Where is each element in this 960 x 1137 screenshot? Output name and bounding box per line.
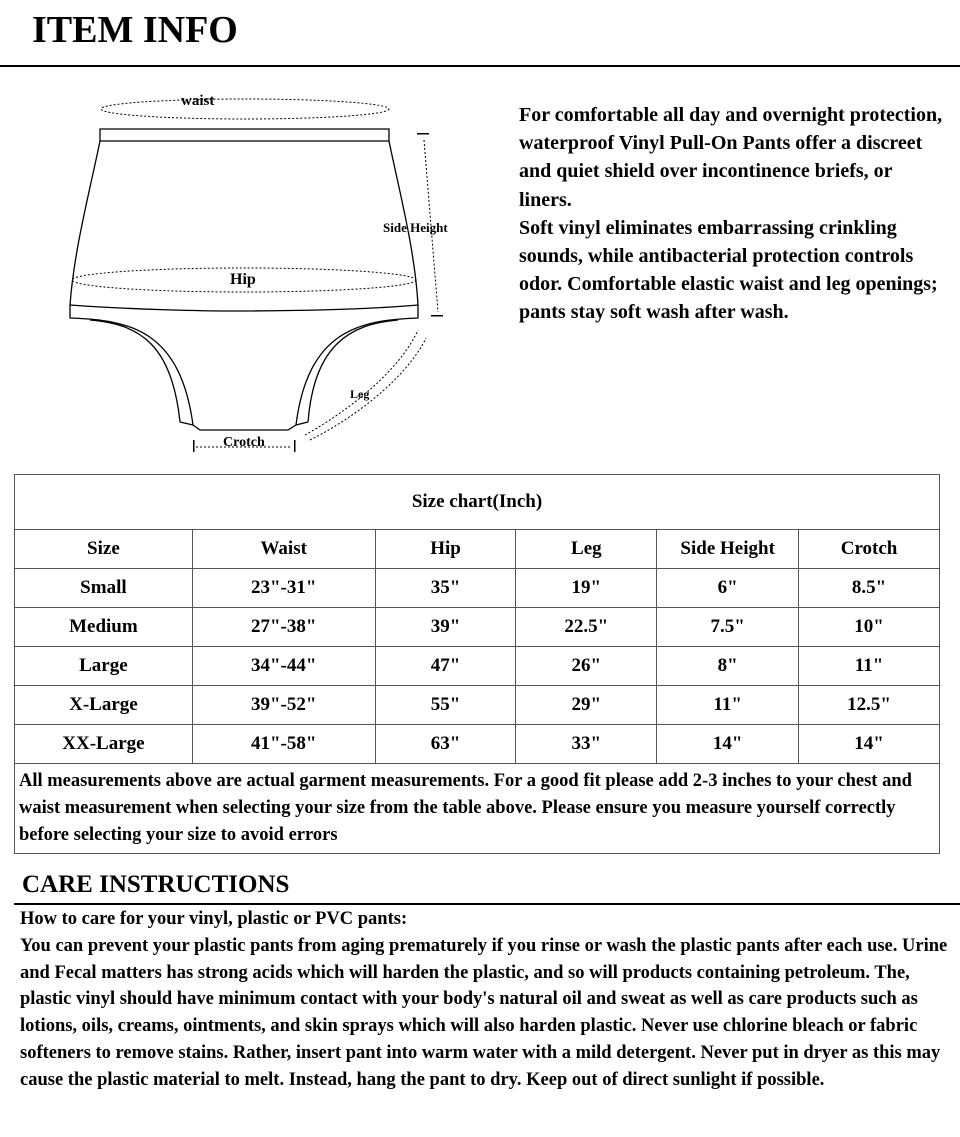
table-cell: 29" (516, 686, 657, 725)
header-cell: Crotch (799, 530, 940, 569)
pants-diagram (60, 80, 480, 460)
table-cell: 6" (657, 569, 799, 608)
header-cell: Size (15, 530, 193, 569)
size-chart-note: All measurements above are actual garment measurements. For a good fit please add 2-3 inches to your chest and waist measurement when selecting your size from the table above. Please ensure you measure yourself correctly before selecting your size to avoid errors (15, 764, 940, 854)
table-cell: 35" (375, 569, 516, 608)
table-cell: 33" (516, 725, 657, 764)
product-description (519, 101, 949, 327)
table-row (15, 725, 940, 764)
description-paragraph: For comfortable all day and overnight protection, waterproof Vinyl Pull-On Pants offer a discreet and quiet shield over incontinence briefs, or liners. (519, 104, 943, 211)
size-chart-title-row (15, 475, 940, 530)
description-paragraph: Soft vinyl eliminates embarrassing crinkling sounds, while antibacterial protection controls odor. Comfortable elastic waist and leg openings; pants stay soft wash after wash. (519, 216, 938, 324)
header-cell: Waist (192, 530, 375, 569)
table-cell: 11" (657, 686, 799, 725)
table-cell: 11" (799, 647, 940, 686)
table-cell: 23"-31" (192, 569, 375, 608)
table-row (15, 647, 940, 686)
hip-label: Hip (230, 271, 256, 288)
table-cell: 34"-44" (192, 647, 375, 686)
table-cell: 8" (657, 647, 799, 686)
size-chart-table (14, 474, 940, 854)
table-cell: 39"-52" (192, 686, 375, 725)
table-cell: 10" (799, 608, 940, 647)
table-cell: 14" (657, 725, 799, 764)
leg-label: Leg (350, 387, 370, 401)
table-cell: 55" (375, 686, 516, 725)
header-cell: Hip (375, 530, 516, 569)
table-row (15, 686, 940, 725)
table-cell: 63" (375, 725, 516, 764)
waist-label: waist (181, 93, 215, 109)
size-chart-note-row (15, 764, 940, 854)
care-subtitle: How to care for your vinyl, plastic or PVC pants: (20, 909, 408, 929)
table-cell: Small (15, 569, 193, 608)
title-divider (0, 65, 960, 67)
table-cell: 39" (375, 608, 516, 647)
care-body: You can prevent your plastic pants from aging prematurely if you rinse or wash the plastic pants after each use. Urine and Fecal matters has strong acids which will harden the plastic, and so will products containing petroleum. The, plastic vinyl should have minimum contact with your body's natural oil and sweat as well as care products such as lotions, oils, creams, ointments, and skin sprays which will also harden plastic. Never use chlorine bleach or fabric softeners to remove stains. Rather, insert pant into warm water with a mild detergent. Never put in dryer as this may cause the plastic material to melt. Instead, hang the pant to dry. Keep out of direct sunlight if possible. (20, 935, 948, 1090)
measure-ticks (193, 133, 443, 452)
table-cell: 27"-38" (192, 608, 375, 647)
header-cell: Leg (516, 530, 657, 569)
table-header-row (15, 530, 940, 569)
table-cell: X-Large (15, 686, 193, 725)
table-cell: 12.5" (799, 686, 940, 725)
table-cell: 14" (799, 725, 940, 764)
table-cell: Large (15, 647, 193, 686)
table-cell: 19" (516, 569, 657, 608)
table-cell: 41"-58" (192, 725, 375, 764)
table-cell: 26" (516, 647, 657, 686)
table-cell: 22.5" (516, 608, 657, 647)
size-chart-title: Size chart(Inch) (15, 475, 940, 530)
table-cell: 7.5" (657, 608, 799, 647)
table-row (15, 608, 940, 647)
page-title: ITEM INFO (32, 9, 238, 51)
header-cell: Side Height (657, 530, 799, 569)
care-title: CARE INSTRUCTIONS (22, 871, 290, 898)
table-row (15, 569, 940, 608)
crotch-label: Crotch (223, 435, 265, 450)
table-cell: Medium (15, 608, 193, 647)
table-cell: 8.5" (799, 569, 940, 608)
side-height-label: Side Height (383, 220, 448, 235)
care-instructions (20, 906, 950, 1094)
table-cell: XX-Large (15, 725, 193, 764)
care-divider (14, 903, 960, 905)
table-cell: 47" (375, 647, 516, 686)
